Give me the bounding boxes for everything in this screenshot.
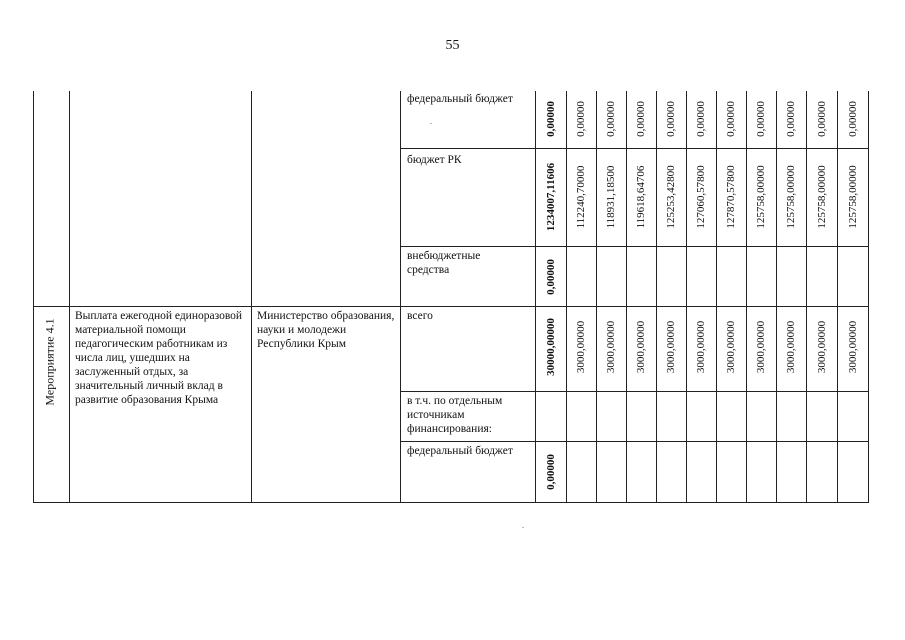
value-cell-year: 0,00000 bbox=[665, 101, 677, 137]
value-cell-year: 125758,00000 bbox=[847, 165, 859, 229]
value-cell-year: 3000,00000 bbox=[847, 320, 859, 374]
value-cell-year: 112240,70000 bbox=[575, 165, 587, 229]
page-number: 55 bbox=[445, 38, 460, 53]
value-cell-year: 0,00000 bbox=[847, 101, 859, 137]
value-cell-year: 119618,64706 bbox=[635, 165, 647, 229]
measure-executor: Министерство образования, науки и молодежи Республики Крым bbox=[257, 310, 395, 350]
value-cell-year: 127870,57800 bbox=[725, 165, 737, 229]
row-label-federal-budget: федеральный бюджет bbox=[407, 93, 513, 105]
value-cell-year: 3000,00000 bbox=[816, 320, 828, 374]
value-cell-total: 0,00000 bbox=[545, 101, 557, 137]
value-cell-year: 0,00000 bbox=[575, 101, 587, 137]
value-cell-year: 127060,57800 bbox=[695, 165, 707, 229]
value-cell-year: 125758,00000 bbox=[785, 165, 797, 229]
value-cell-year: 3000,00000 bbox=[605, 320, 617, 374]
value-cell-year: 0,00000 bbox=[695, 101, 707, 137]
column-divider bbox=[251, 91, 252, 502]
value-cell-year: 0,00000 bbox=[605, 101, 617, 137]
row-divider bbox=[400, 391, 869, 392]
value-cell-year: 3000,00000 bbox=[755, 320, 767, 374]
value-cell-year: 125758,00000 bbox=[816, 165, 828, 229]
value-cell-year: 3000,00000 bbox=[785, 320, 797, 374]
measure-label: Мероприятие 4.1 bbox=[42, 318, 57, 406]
row-divider bbox=[33, 306, 869, 307]
row-label-by-source: в т.ч. по отдельным источникам финансирования: bbox=[407, 395, 503, 435]
value-cell-year: 0,00000 bbox=[725, 101, 737, 137]
value-cell-total: 1234007,11606 bbox=[545, 162, 557, 232]
value-cell-total: 30000,00000 bbox=[545, 318, 557, 376]
value-cell-year: 3000,00000 bbox=[695, 320, 707, 374]
value-cell-year: 125758,00000 bbox=[755, 165, 767, 229]
value-cell-year: 118931,18500 bbox=[605, 165, 617, 229]
value-cell-year: 3000,00000 bbox=[725, 320, 737, 374]
value-cell-year: 125253,42800 bbox=[665, 165, 677, 229]
value-cell-year: 3000,00000 bbox=[665, 320, 677, 374]
value-cell-year: 0,00000 bbox=[785, 101, 797, 137]
value-cell-year: 3000,00000 bbox=[635, 320, 647, 374]
row-label-total: всего bbox=[407, 310, 433, 322]
row-label-extrabudgetary: внебюджетные средства bbox=[407, 250, 481, 276]
column-divider bbox=[69, 91, 70, 502]
value-cell-year: 3000,00000 bbox=[575, 320, 587, 374]
scan-speck bbox=[522, 527, 524, 528]
row-divider bbox=[400, 246, 869, 247]
table-border-bottom bbox=[33, 502, 869, 503]
value-cell-year: 0,00000 bbox=[816, 101, 828, 137]
row-divider bbox=[400, 148, 869, 149]
row-divider bbox=[400, 441, 869, 442]
value-cell-year: 0,00000 bbox=[755, 101, 767, 137]
table-border-left bbox=[33, 91, 34, 502]
value-cell-total: 0,00000 bbox=[545, 259, 557, 295]
row-label-federal-budget-2: федеральный бюджет bbox=[407, 445, 513, 457]
row-label-rk-budget: бюджет РК bbox=[407, 154, 462, 166]
value-cell-year: 0,00000 bbox=[635, 101, 647, 137]
scan-speck bbox=[430, 123, 432, 124]
value-cell-total: 0,00000 bbox=[545, 454, 557, 490]
measure-description: Выплата ежегодной единоразовой материальной помощи педагогическим работникам из числа лиц, ушедших на заслуженный отдых, за значительный личный вклад в развитие образования Крыма bbox=[75, 310, 243, 406]
